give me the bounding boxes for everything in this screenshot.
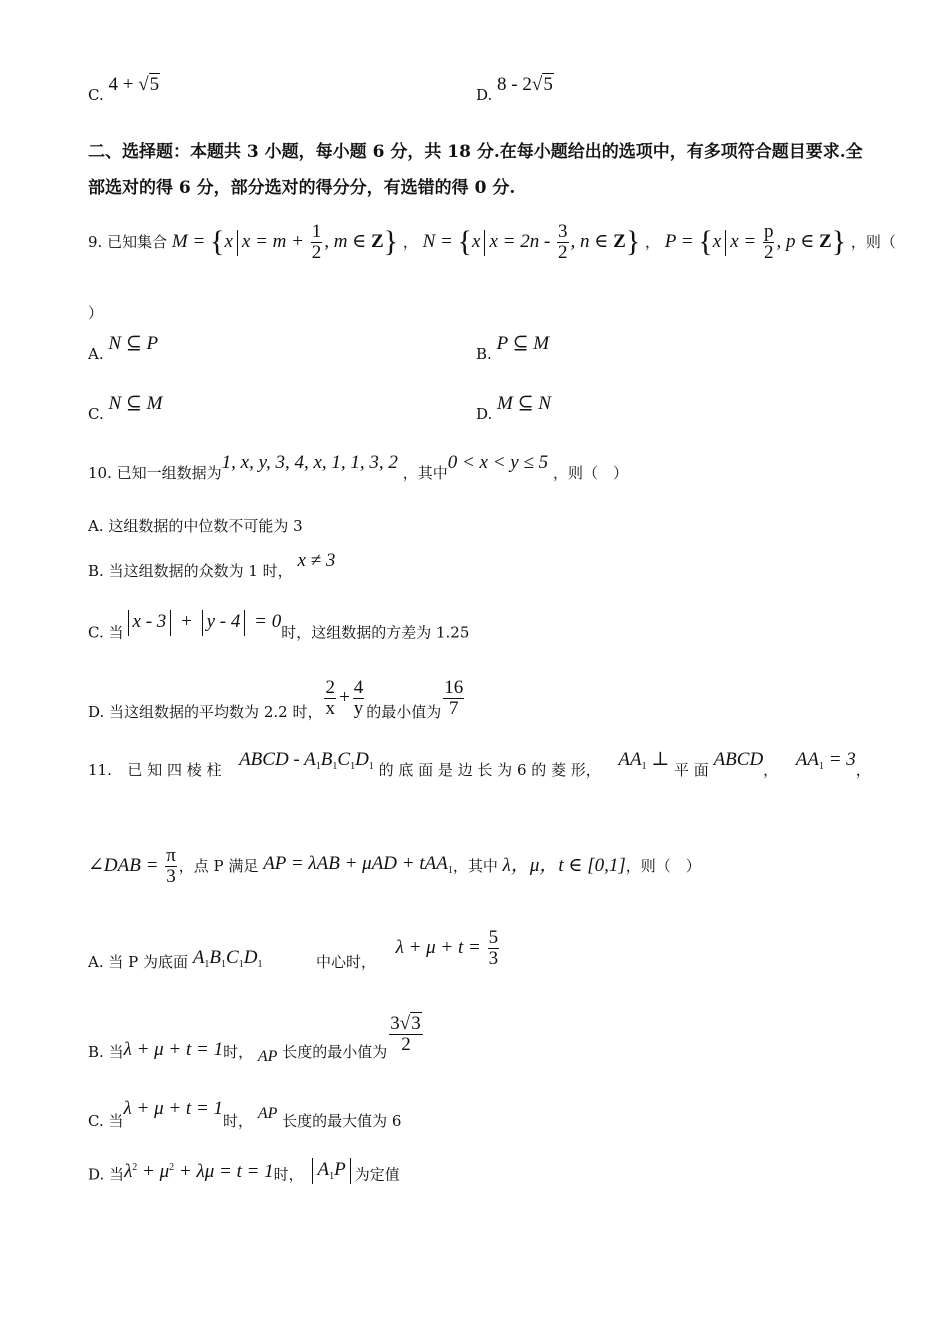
q10-option-c-expr: x - 3 + y - 4 = 0 xyxy=(124,611,282,632)
option-label: B. xyxy=(88,562,104,580)
q11-option-a-text-pre: 当 P 为底面 xyxy=(108,952,189,971)
q10-stem-3: ，则（ ） xyxy=(552,464,628,482)
question-number: 9. xyxy=(88,232,103,251)
q11-params: λ，μ，t ∈ [0,1] xyxy=(502,854,626,876)
q10-stem xyxy=(88,452,628,484)
question-number: 11. xyxy=(88,761,112,779)
q10-stem-2: ，其中 xyxy=(402,464,448,482)
q11-stem-2: 的 底 面 是 边 长 为 6 的 菱 形， xyxy=(378,761,601,779)
q11-stem-1: 已 知 四 棱 柱 xyxy=(127,761,222,779)
q10-data: 1, x, y, 3, 4, x, 1, 1, 3, 2 xyxy=(221,452,398,473)
option-label: D. xyxy=(476,86,493,104)
q11-plane: ABCD xyxy=(713,749,764,770)
q10-option-d-expr: $\frac{2}{x}$ + $\frac{4}{y}$ xyxy=(325,677,364,719)
q11-option-b-text-mid: 时， xyxy=(223,1042,254,1061)
option-label: D. xyxy=(88,702,105,721)
q9-option-d-expr: M ⊆ N xyxy=(497,393,551,414)
q10-option-c-text-pre: 当 xyxy=(108,623,124,642)
q10-option-a[interactable] xyxy=(88,515,303,536)
q11-option-d[interactable] xyxy=(88,1159,400,1188)
q11-option-a-text-mid: 中心时， xyxy=(316,952,377,971)
q9-stem-suffix: ，则（ xyxy=(850,232,896,251)
q9-option-a-expr: N ⊆ P xyxy=(108,333,159,354)
q11-option-c[interactable] xyxy=(88,1098,401,1134)
q9-stem: 9. 已知集合 M = {x x = m + $\frac{1}{2}$ , m ∈ Z} ， N = {x x = 2n - $\frac{3}{2}$ , n ∈ Z} ， P = {x x = $\frac{p}{2}$ , p ∈ Z} ，则（ xyxy=(88,221,896,263)
q9-set-m: M = {x x = m + $\frac{1}{2}$ , m ∈ Z} xyxy=(171,221,399,263)
q10-option-d[interactable] xyxy=(88,678,466,722)
q11-aa1: $AA_1 = 3$ xyxy=(795,749,856,772)
q11-option-c-seg: AP xyxy=(257,1105,278,1122)
option-label: A. xyxy=(88,345,104,363)
option-label: A. xyxy=(88,952,104,971)
q11-option-d-text-post: 为定值 xyxy=(354,1165,400,1184)
q10-condition: 0 < x < y ≤ 5 xyxy=(447,452,549,473)
question-number: 10. xyxy=(88,464,112,482)
q11-option-c-text-post: 长度的最大值为 6 xyxy=(282,1112,402,1130)
q9-set-p: P = {x x = $\frac{p}{2}$ , p ∈ Z} xyxy=(664,221,847,263)
q10-option-c[interactable] xyxy=(88,611,470,646)
q11-stem-4: ，点 P 满足 xyxy=(178,856,259,875)
q9-option-b[interactable] xyxy=(476,333,550,365)
q11-stem-line2 xyxy=(88,846,701,887)
q10-option-d-text-pre: 当这组数据的平均数为 2.2 时， xyxy=(109,702,323,721)
q8-option-c-expr: 4 + √5 xyxy=(108,74,160,95)
q11-option-b-value: $\frac{3√3}{2}$ xyxy=(390,1013,421,1055)
q11-option-d-text-mid: 时， xyxy=(273,1165,304,1184)
section-heading: 二、选择题：本题共 3 小题，每小题 6 分，共 18 分.在每小题给出的选项中，有多项符合题目要求.全部选对的得 6 分，部分选对的得分分，有选错的得 0 分. xyxy=(88,142,863,198)
q11-prism: ABCD - $A_1B_1C_1D_1$ xyxy=(239,749,374,772)
q10-option-b[interactable] xyxy=(88,550,336,582)
q11-stem-line1: 11. 已 知 四 棱 柱 ABCD - $A_1B_1C_1D_1$ 的 底 面 是 边 长 为 6 的 菱 形， $AA_1$ ⊥ 平 面 ABCD， $AA_1 = 3$， xyxy=(88,749,871,779)
q11-option-b-text-post: 长度的最小值为 xyxy=(282,1042,388,1061)
q10-option-c-text-post: 时，这组数据的方差为 1.25 xyxy=(281,623,470,642)
q9-stem-prefix: 已知集合 xyxy=(107,232,168,251)
option-label: B. xyxy=(88,1042,104,1061)
q11-option-d-text-pre: 当 xyxy=(109,1165,125,1184)
q11-stem-6: ，则（ ） xyxy=(625,856,701,875)
option-label: A. xyxy=(88,517,104,535)
q9-set-n: N = {x x = 2n - $\frac{3}{2}$ , n ∈ Z} xyxy=(422,221,641,263)
q10-option-a-text: 这组数据的中位数不可能为 3 xyxy=(108,517,303,535)
q9-option-c-expr: N ⊆ M xyxy=(108,393,163,414)
q11-option-a-expr: λ + μ + t = $\frac{5}{3}$ xyxy=(395,927,499,969)
q9-close-paren: ） xyxy=(88,304,104,322)
q9-option-a[interactable] xyxy=(88,333,159,365)
option-label: C. xyxy=(88,405,104,423)
q11-option-b[interactable] xyxy=(88,1013,425,1065)
q9-option-b-expr: P ⊆ M xyxy=(496,333,550,354)
q11-option-b-text-pre: 当 xyxy=(108,1042,124,1061)
q10-option-b-text: 当这组数据的众数为 1 时， xyxy=(108,562,293,580)
q9-option-c[interactable] xyxy=(88,393,163,425)
q11-option-a-face: $A_1B_1C_1D_1$ xyxy=(192,946,263,970)
q11-perp: $AA_1$ ⊥ xyxy=(618,749,670,772)
q10-option-b-expr: x ≠ 3 xyxy=(297,550,336,571)
option-label: C. xyxy=(88,86,104,104)
q11-option-d-seg: $A_1P$ xyxy=(308,1159,354,1180)
q11-vector: AP = λAB + μAD + tAA$_1$ xyxy=(263,852,453,876)
q8-option-d-expr: 8 - 2√5 xyxy=(497,74,553,95)
q11-option-b-seg: AP xyxy=(257,1047,278,1065)
q8-option-d[interactable] xyxy=(476,74,554,106)
q10-option-d-text-mid: 的最小值为 xyxy=(366,702,442,721)
q10-stem-1: 已知一组数据为 xyxy=(116,464,222,482)
q11-option-c-expr: λ + μ + t = 1 xyxy=(123,1098,224,1119)
q10-option-d-value: $\frac{16}{7}$ xyxy=(444,677,464,719)
q11-stem-3: 平 面 xyxy=(674,761,709,779)
option-label: B. xyxy=(476,345,492,363)
q11-option-c-text-mid: 时， xyxy=(223,1112,254,1130)
q11-angle: ∠DAB = $\frac{\pi}{3}$ xyxy=(88,845,176,887)
q9-option-d[interactable] xyxy=(476,393,551,425)
q8-option-c[interactable] xyxy=(88,74,160,106)
q11-option-a[interactable] xyxy=(88,928,501,972)
option-label: C. xyxy=(88,623,104,642)
q11-stem-5: ，其中 xyxy=(452,856,498,875)
option-label: D. xyxy=(476,405,493,423)
option-label: D. xyxy=(88,1165,105,1184)
q11-option-b-expr: λ + μ + t = 1 xyxy=(123,1038,224,1060)
q11-option-c-text-pre: 当 xyxy=(108,1112,124,1130)
option-label: C. xyxy=(88,1112,104,1130)
q11-option-d-expr: $\lambda^2 + \mu^2 + \lambda\mu = t = 1$ xyxy=(124,1161,274,1183)
